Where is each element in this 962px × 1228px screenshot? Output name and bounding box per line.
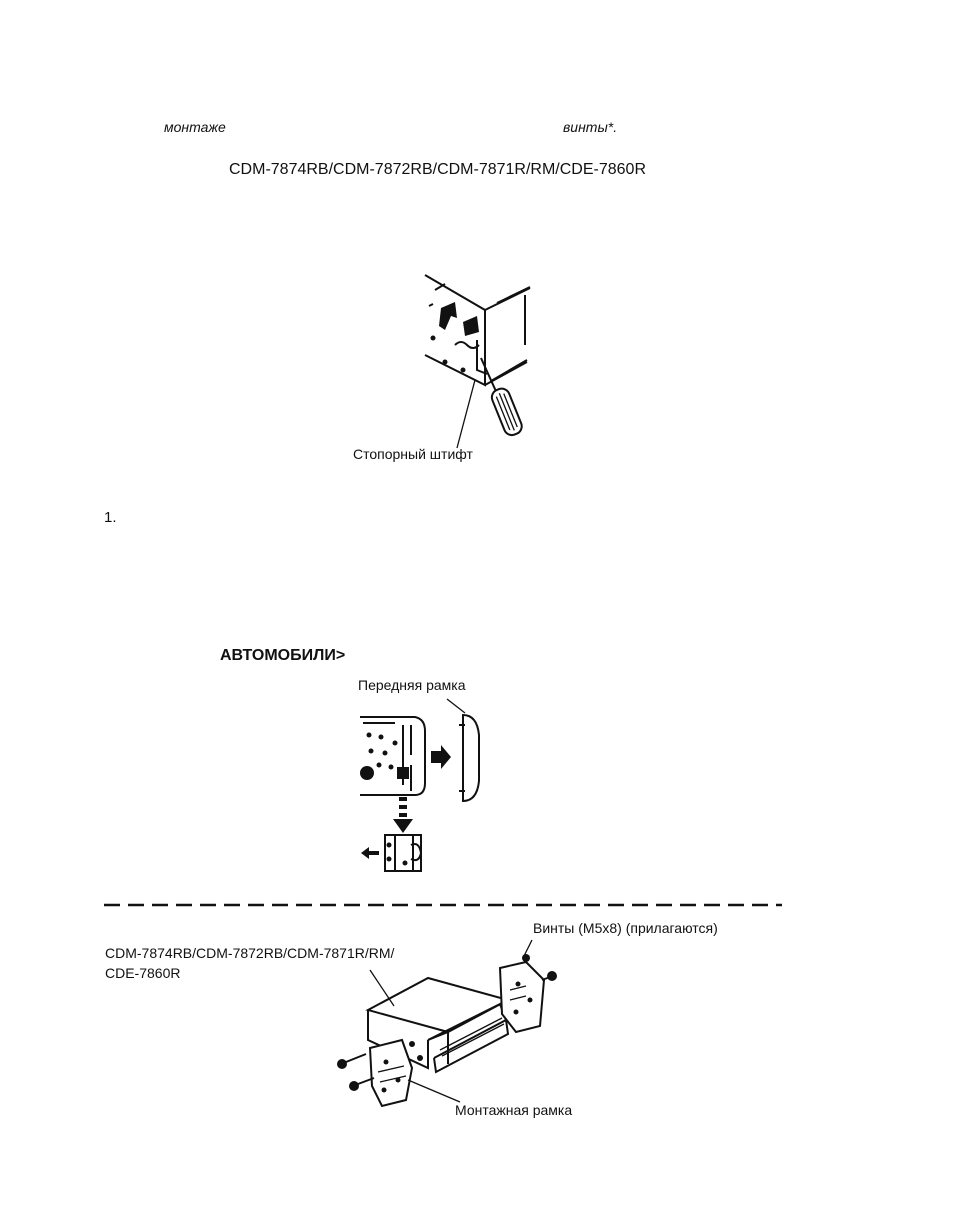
step-number: 1. [104,509,117,526]
figure3-model-line-2: CDE-7860R [105,965,181,981]
figure3-model-line-1: CDM-7874RB/CDM-7872RB/CDM-7871R/RM/ [105,945,395,961]
locking-pin-caption: Стопорный штифт [353,446,473,462]
mounting-label: монтаже [164,119,226,135]
locking-pin-illustration [415,270,545,445]
mounting-frame-label: Монтажная рамка [455,1102,573,1118]
mounting-frame-illustration [330,940,560,1110]
screws-label: винты*. [563,119,618,135]
screws-spec-label: Винты (M5x8) (прилагаются) [533,920,718,936]
front-frame-label: Передняя рамка [358,677,466,693]
front-frame-removal-illustration [355,695,505,880]
section-heading: АВТОМОБИЛИ> [220,647,346,664]
model-line: CDM-7874RB/CDM-7872RB/CDM-7871R/RM/CDE-7860R [229,161,647,178]
dashed-divider [104,902,782,908]
